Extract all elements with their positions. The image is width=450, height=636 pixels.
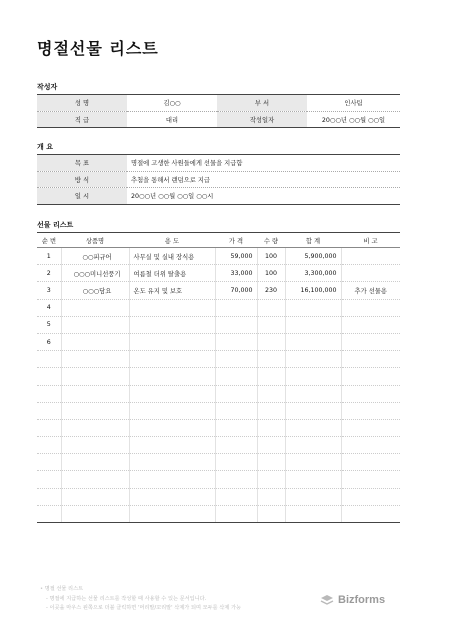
cell-qty[interactable]	[257, 419, 285, 436]
cell-price[interactable]	[215, 385, 257, 402]
cell-price[interactable]	[215, 471, 257, 488]
table-row	[37, 282, 400, 299]
method-key: 방 식	[37, 171, 127, 188]
cell-no[interactable]	[37, 351, 61, 368]
cell-no[interactable]: 5	[37, 316, 61, 333]
table-row	[37, 454, 400, 471]
cell-purpose[interactable]	[129, 437, 215, 454]
cell-product[interactable]	[61, 316, 129, 333]
table-row	[37, 248, 400, 265]
cell-note[interactable]	[341, 505, 400, 522]
cell-product[interactable]	[61, 505, 129, 522]
cell-total[interactable]	[285, 488, 341, 505]
col-header-no: 순 번	[37, 233, 61, 248]
table-row	[37, 368, 400, 385]
table-row	[37, 333, 400, 350]
cell-product[interactable]	[61, 471, 129, 488]
cell-product[interactable]	[61, 385, 129, 402]
cell-note[interactable]	[341, 368, 400, 385]
rank-value[interactable]: 대리	[127, 111, 217, 128]
cell-purpose[interactable]	[129, 402, 215, 419]
cell-price[interactable]	[215, 368, 257, 385]
cell-purpose[interactable]	[129, 385, 215, 402]
cell-no[interactable]	[37, 402, 61, 419]
cell-total[interactable]	[285, 368, 341, 385]
cell-no[interactable]: 2	[37, 265, 61, 282]
cell-purpose[interactable]: 사무실 및 실내 장식용	[129, 248, 215, 265]
table-row	[37, 402, 400, 419]
cell-qty[interactable]	[257, 437, 285, 454]
cell-qty[interactable]	[257, 351, 285, 368]
page-title: 명절선물 리스트	[37, 39, 159, 58]
cell-note[interactable]	[341, 437, 400, 454]
cell-purpose[interactable]	[129, 471, 215, 488]
cell-qty[interactable]	[257, 316, 285, 333]
cell-no[interactable]	[37, 437, 61, 454]
cell-product[interactable]	[61, 454, 129, 471]
cell-qty[interactable]	[257, 471, 285, 488]
gift-table	[37, 232, 400, 523]
cell-product[interactable]	[61, 402, 129, 419]
cell-note[interactable]	[341, 248, 400, 265]
col-header-total: 합 계	[285, 233, 341, 248]
cell-price[interactable]: 33,000	[215, 265, 257, 282]
cell-price[interactable]	[215, 454, 257, 471]
col-header-note: 비 고	[341, 233, 400, 248]
cell-purpose[interactable]	[129, 333, 215, 350]
bizforms-logo-text: Bizforms	[338, 594, 386, 606]
cell-total[interactable]	[285, 385, 341, 402]
cell-price[interactable]	[215, 402, 257, 419]
schedule-key: 일 시	[37, 188, 127, 205]
method-value[interactable]: 추첨을 통해서 랜덤으로 지급	[127, 171, 400, 188]
cell-price[interactable]	[215, 419, 257, 436]
cell-purpose[interactable]	[129, 454, 215, 471]
table-row	[37, 419, 400, 436]
cell-purpose[interactable]	[129, 368, 215, 385]
cell-qty[interactable]	[257, 333, 285, 350]
author-section-label: 작성자	[37, 83, 58, 91]
table-row	[37, 505, 400, 522]
cell-total[interactable]: 5,900,000	[285, 248, 341, 265]
cell-qty[interactable]: 230	[257, 282, 285, 299]
cell-total[interactable]: 16,100,000	[285, 282, 341, 299]
cell-purpose[interactable]: 여름철 더위 탈출용	[129, 265, 215, 282]
cell-qty[interactable]	[257, 454, 285, 471]
cell-qty[interactable]: 100	[257, 248, 285, 265]
cell-qty[interactable]	[257, 488, 285, 505]
cell-product[interactable]	[61, 368, 129, 385]
table-row	[37, 471, 400, 488]
table-row	[37, 437, 400, 454]
cell-note[interactable]: 추가 선물용	[341, 282, 400, 299]
cell-no[interactable]	[37, 505, 61, 522]
table-row	[37, 351, 400, 368]
cell-no[interactable]	[37, 471, 61, 488]
cell-total[interactable]	[285, 454, 341, 471]
cell-no[interactable]	[37, 488, 61, 505]
cell-price[interactable]	[215, 351, 257, 368]
col-header-qty: 수 량	[257, 233, 285, 248]
cell-price[interactable]	[215, 488, 257, 505]
cell-no[interactable]: 6	[37, 333, 61, 350]
cell-purpose[interactable]	[129, 351, 215, 368]
footer-line-1: 명절 선물 리스트	[44, 586, 84, 592]
cell-total[interactable]	[285, 333, 341, 350]
cell-no[interactable]: 4	[37, 299, 61, 316]
cell-note[interactable]	[341, 299, 400, 316]
cell-no[interactable]	[37, 368, 61, 385]
cell-note[interactable]	[341, 471, 400, 488]
cell-total[interactable]	[285, 316, 341, 333]
table-row	[37, 265, 400, 282]
cell-purpose[interactable]	[129, 316, 215, 333]
cell-total[interactable]	[285, 351, 341, 368]
gift-table-header	[37, 233, 400, 248]
date-key: 작성일자	[217, 111, 307, 128]
table-row	[37, 299, 400, 316]
cell-price[interactable]	[215, 437, 257, 454]
cell-note[interactable]	[341, 419, 400, 436]
cell-no[interactable]	[37, 454, 61, 471]
footer-line-2: - 명절에 지급하는 선물 리스트를 작성할 때 사용할 수 있는 문서입니다.	[46, 595, 207, 602]
cell-product[interactable]	[61, 299, 129, 316]
cell-price[interactable]: 70,000	[215, 282, 257, 299]
footer-line-3: - 이곳을 마우스 왼쪽으로 더블 클릭하면 '머리말/꼬리말' 삭제가 되며 모두를 삭제 가능	[46, 605, 241, 611]
bizforms-logo-icon	[320, 594, 334, 606]
overview-section-label: 개 요	[37, 143, 53, 151]
footer-note	[40, 585, 241, 614]
cell-total[interactable]	[285, 505, 341, 522]
cell-no[interactable]: 1	[37, 248, 61, 265]
cell-purpose[interactable]: 온도 유지 및 보호	[129, 282, 215, 299]
cell-qty[interactable]	[257, 402, 285, 419]
cell-total[interactable]: 3,300,000	[285, 265, 341, 282]
cell-product[interactable]: ○○○미니선풍기	[61, 265, 129, 282]
name-value[interactable]: 김○○	[127, 95, 217, 112]
cell-product[interactable]	[61, 351, 129, 368]
cell-qty[interactable]: 100	[257, 265, 285, 282]
cell-no[interactable]	[37, 385, 61, 402]
cell-note[interactable]	[341, 316, 400, 333]
table-row	[37, 488, 400, 505]
goal-value[interactable]: 명절에 고생한 사원들에게 선물을 지급함	[127, 155, 400, 172]
cell-qty[interactable]	[257, 299, 285, 316]
goal-key: 목 표	[37, 155, 127, 172]
cell-price[interactable]	[215, 316, 257, 333]
cell-price[interactable]	[215, 505, 257, 522]
author-table	[37, 94, 400, 128]
cell-qty[interactable]	[257, 385, 285, 402]
bizforms-logo	[320, 594, 385, 606]
dept-key: 부 서	[217, 95, 307, 112]
name-key: 성 명	[37, 95, 127, 112]
cell-note[interactable]	[341, 265, 400, 282]
cell-purpose[interactable]	[129, 505, 215, 522]
cell-purpose[interactable]	[129, 299, 215, 316]
overview-table	[37, 154, 400, 205]
cell-note[interactable]	[341, 454, 400, 471]
cell-note[interactable]	[341, 333, 400, 350]
cell-total[interactable]	[285, 419, 341, 436]
cell-product[interactable]: ○○○담요	[61, 282, 129, 299]
cell-no[interactable]	[37, 419, 61, 436]
cell-note[interactable]	[341, 488, 400, 505]
cell-note[interactable]	[341, 351, 400, 368]
cell-price[interactable]: 59,000	[215, 248, 257, 265]
table-row	[37, 385, 400, 402]
gift-section-label: 선물 리스트	[37, 221, 74, 229]
schedule-value[interactable]: 20○○년 ○○월 ○○일 ○○시	[127, 188, 400, 205]
cell-note[interactable]	[341, 402, 400, 419]
col-header-purpose: 용 도	[129, 233, 215, 248]
cell-product[interactable]	[61, 488, 129, 505]
bullet-icon: •	[40, 586, 44, 592]
col-header-product: 상품명	[61, 233, 129, 248]
cell-total[interactable]	[285, 299, 341, 316]
date-value[interactable]: 20○○년 ○○월 ○○일	[307, 111, 400, 128]
cell-purpose[interactable]	[129, 419, 215, 436]
rank-key: 직 급	[37, 111, 127, 128]
cell-product[interactable]	[61, 437, 129, 454]
cell-price[interactable]	[215, 299, 257, 316]
col-header-price: 가 격	[215, 233, 257, 248]
cell-qty[interactable]	[257, 505, 285, 522]
cell-total[interactable]	[285, 471, 341, 488]
cell-purpose[interactable]	[129, 488, 215, 505]
cell-total[interactable]	[285, 437, 341, 454]
cell-price[interactable]	[215, 333, 257, 350]
cell-qty[interactable]	[257, 368, 285, 385]
cell-note[interactable]	[341, 385, 400, 402]
cell-product[interactable]	[61, 333, 129, 350]
cell-product[interactable]	[61, 419, 129, 436]
table-row	[37, 316, 400, 333]
cell-no[interactable]: 3	[37, 282, 61, 299]
cell-product[interactable]: ○○피규어	[61, 248, 129, 265]
cell-total[interactable]	[285, 402, 341, 419]
dept-value[interactable]: 인사팀	[307, 95, 400, 112]
